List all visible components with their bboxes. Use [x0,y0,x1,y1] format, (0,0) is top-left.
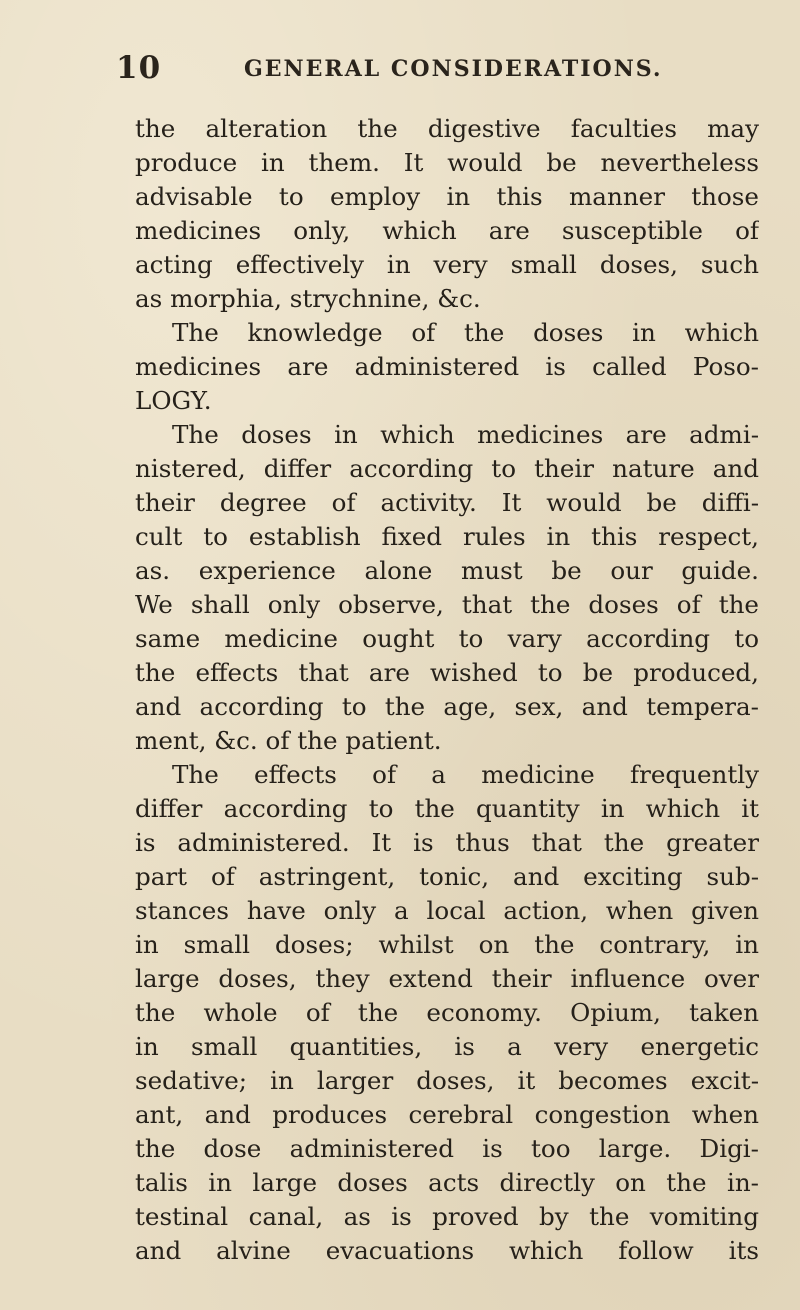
text-line: as morphia, strychnine, &c. [135,284,481,313]
text-line: in small doses; whilst on the contrary, in [135,930,759,959]
text-line: testinal canal, as is proved by the vomiting [135,1202,759,1231]
text-line: the dose administered is too large. Digi- [135,1134,759,1163]
text-line: stances have only a local action, when given [135,896,759,925]
text-line: sedative; in larger doses, it becomes excit- [135,1066,759,1095]
text-line: as. experience alone must be our guide. [135,556,759,585]
page-number: 10 [116,50,162,86]
text-line: part of astringent, tonic, and exciting sub- [135,862,759,891]
text-line: LOGY. [135,386,212,415]
text-line: medicines only, which are susceptible of [135,216,759,245]
text-line: cult to establish fixed rules in this respect, [135,522,759,551]
text-line: is administered. It is thus that the greater [135,828,759,857]
text-line: ment, &c. of the patient. [135,726,442,755]
text-line: the effects that are wished to be produced, [135,658,759,687]
text-line: advisable to employ in this manner those [135,182,759,211]
text-line: and alvine evacuations which follow its [135,1236,759,1265]
text-line: the whole of the economy. Opium, taken [135,998,759,1027]
text-line: large doses, they extend their influence over [135,964,759,993]
text-line: nistered, differ according to their nature and [135,454,759,483]
text-line: in small quantities, is a very energetic [135,1032,759,1061]
text-line: the alteration the digestive faculties may [135,114,759,143]
text-line: their degree of activity. It would be diffi- [135,488,759,517]
text-line: talis in large doses acts directly on the in- [135,1168,759,1197]
text-line: ant, and produces cerebral congestion when [135,1100,759,1129]
text-line: acting effectively in very small doses, such [135,250,759,279]
text-line: produce in them. It would be nevertheless [135,148,759,177]
text-line: The effects of a medicine frequently [172,760,759,789]
running-head: GENERAL CONSIDERATIONS. [244,56,663,82]
text-line: and according to the age, sex, and tempera- [135,692,759,721]
text-line: medicines are administered is called Poso- [135,352,759,381]
page-header [116,50,756,98]
text-line: We shall only observe, that the doses of the [135,590,759,619]
text-line: same medicine ought to vary according to [135,624,759,653]
text-line: The doses in which medicines are admi- [172,420,759,449]
text-line: differ according to the quantity in which it [135,794,759,823]
text-line: The knowledge of the doses in which [172,318,759,347]
